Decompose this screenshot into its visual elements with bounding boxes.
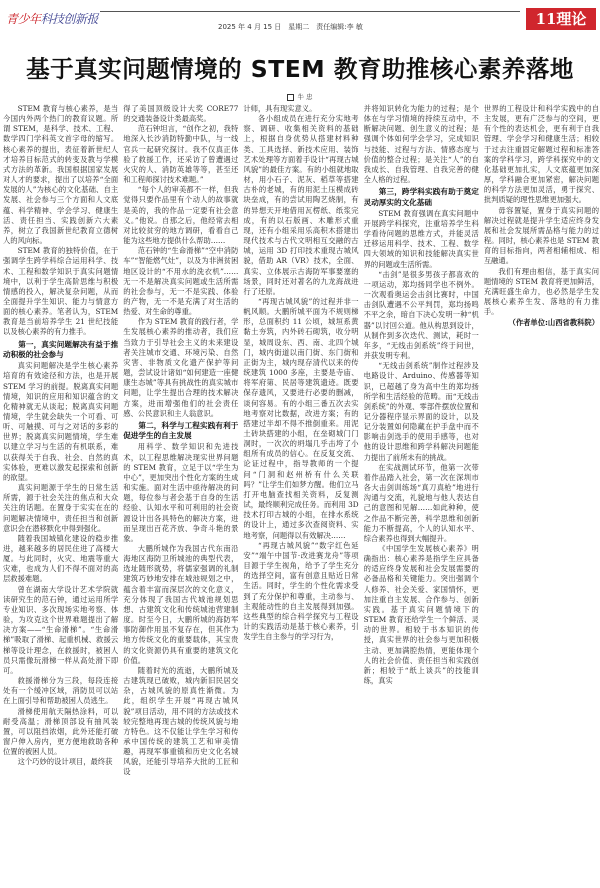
section-heading: 第三，跨学科实践有助于奠定灵动厚实的文化基础 [363, 187, 479, 207]
author-affiliation: （作者单位:山西省教科院） [508, 318, 600, 328]
paragraph: 并将知识转化为能力的过程；是个体在与学习情境的持续互动中，不断解决问题、创生意义的过程；是强调个体如何学会学习，完成知识与技能、过程与方法、情感态度与价值的整合过程；是关注“人”的自我成长、自我管理、自我完善的健全人格的过程。 [363, 104, 479, 185]
paragraph: 大鹏所城作为我国古代东南沿海地区海防卫所城池的典型代表，选址随形就势，将儒家强调的礼制建筑巧妙地安排在城池规划之中，蕴含着丰富而深层次的文化意义，充分体现了我国古代城池规划思想、古建筑文化和传统城池营建制度。时至今日，大鹏所城的海防军事防御作用虽不复存在，但其作为地方传统文化的重要载体，其宝贵的文化资源仍具有重要的建筑文化价值。 [123, 544, 239, 665]
paragraph: 范石钟坦言，“创作之初，我特地深入长沙消防特勤中队，与一线官兵一起研究探讨。我不仅真正体验了救援工作，还采访了曾遭遇过火灾的人、消防英雄等等，甚至还和工程师探讨技术难题。” [123, 124, 239, 185]
paragraph: 随着时光的流逝，大鹏所城及古建筑现已破败，城内新旧民居交杂，古城风貌的原真性渐微。为此，组织学生开展“再现古城风貌”项目活动，用不同的方法或技术较完整地再现古城的传统风貌与地方特色。这不仅能让学生学习和传承中国传统的建筑工艺和审美情趣，再现军事重镇和历史文化名城风貌，还能引导培养大批的工匠和设 [123, 665, 239, 777]
paragraph: STEM 教育的独特价值，在于强调学生跨学科综合运用科学、技术、工程和数学知识于真实问题情境中，以利于学生高阶思维与积极情感的投入，解决复杂问题，从而全面提升学生知识、能力与情意方面的核心素养。笔者认为，STEM 教育是当前培养学生 21 世纪技能以及核心素养的有力推手。 [3, 246, 119, 337]
paragraph: “再现古城风貌”“数字红色延安”“端午中国节·改进赛龙舟”等项目源于学生视角，给予了学生充分的选择空间，富有创意且贴近日常生活。同时，学生的个性化需求受到了充分保护和尊重，主动参与、主观能动性的自主发展得到加强。这些典型的综合科学探究与工程设计的实践活动是基于核心素养，引发学生自主参与的学习行为， [243, 540, 359, 642]
logo-part-2: 科技创新报 [40, 12, 99, 26]
paragraph: “再现古城风貌”的过程并非一帆风顺。大鹏所城平面为不规则梯形，总面积约 11 公顷，城垣系黄黏土夯筑，内外砖石砌筑，收分明显，城周设东、西、南、北四个城门，城内街道以南门街、东门街和正街为主，城内现存清代以来的传统建筑 1000 多座，主要是寺庙、将军府第、民居等建筑遗迹。既要保存遗风，又要进行必要的删减，谈何容易。有的小组三番五次去实地考察对比数据，改进方案；有的搭建过半却不得不推倒重来。用泥土砖块搭建的小组，在垒砌城门门洞时，一次次的坍塌几乎击垮了小组所有成员的信心。在反复交流、论证过程中，指导教师的一个提问“门洞和赵州桥有什么关联吗？”让学生们如梦方醒。他们立马打开电脑查找相关资料，反复测试，最终顺利完成任务。而利用 3D 技术打印古城的小组，在排水系统的设计上，通过多次查阅资料、实地考察，问题得以有效解决…… [243, 296, 359, 540]
article-body [3, 104, 599, 886]
paragraph: STEM 教育与核心素养，是当今国内外两个热门的教育议题。所谓 STEM，是科学、技术、工程、数学四门学科英文首字母的缩写。核心素养的提出，表征着新世纪人才培养目标范式的转变及教与学模式方法的革新。我国根据国家发展对人才的要求，提出了以培养“全面发展的人”为核心的文化基础、自主发展、社会参与三个方面和人文底蕴、科学精神、学会学习、健康生活、责任担当、实践创新六大素养，树立了我国新世纪教育立德树人的风向标。 [3, 104, 119, 246]
paragraph: 得了美国顶级设计大奖 CORE77 的交通装备设计类最高奖。 [123, 104, 239, 124]
newspaper-logo [6, 10, 98, 27]
paragraph: 用科学、数学知识和先进技术，以工程思维解决现实世界问题的 STEM 教育，立足于以“学生为中心”，更加突出个性化方案的生成和实施。面对生活中亟待解决的问题，每位参与者会基于自身的生活经验、认知水平和可利用的社会资源设计出各具特色的解决方案，进而呈现出百花齐放、争奇斗艳的景象。 [123, 442, 239, 543]
article-title: 基于真实问题情境的 STEM 教育助推核心素养落地 [26, 55, 574, 83]
paragraph: 滑梯使用航天隔热涂料，可以耐受高温；滑梯顶部设有抽风装置，可以阻挡浓烟，此外还能打破窗户伸入房内，更方便地救助各种位置的被困人员。 [3, 706, 119, 757]
paragraph: 范石钟的“生命滑梯”“空中消防车”“智能燃气灶”，以及为非洲贫困地区设计的“不用水的洗衣机”……无一不是解决真实问题或生活所需的社会参与，无一不是实践、体验的产物，无一不是充满了对生活的热爱、对生命的尊重。 [123, 246, 239, 317]
paragraph: 在实战测试环节，他第一次带着作品踏入社会，第一次在深圳市各大击剑训练场“真刀真枪”地进行沟通与交流，礼貌地与他人表达自己的意图和见解……如此种种，使之作品不断完善，科学思维和创新能力不断提高，个人的认知水平、综合素养也得到大幅提升。 [363, 462, 479, 543]
paragraph: 真实问题源于学生的日常生活所需，源于社会关注的焦点和大众关注的话题。在置身于实实在在的问题解决情境中，责任担当和创新意识会在潜移默化中得到强化。 [3, 483, 119, 533]
paragraph: STEM 教育强调在真实问题中开展跨学科探究，注重培养学生科学看待问题的思维方式，并能灵活迁移运用科学、技术、工程、数学四大领域的知识和技能解决真实世界的问题或生活所需。 [363, 208, 479, 269]
paragraph: 各小组成员在进行充分实地考察、调研、收集相关资料的基础上，根据自身优势从搭建材料种类、工具选择、新技术应用、装饰艺术处理等方面着手设计“再现古城风貌”的最佳方案。有的小组就地取材，用小石子、泥灰、稻草等搭建古朴的老城，有的用泥土压模成砖块垒成，有的尝试用陶艺烧制，有的异想天开地借用瓦楞纸、纸浆完成，有的以石版画、木雕形式重现，还有小组采用乐高积木搭建出现代技术与古代文明相互交融的古城，运用 3D 打印技术重现古城风貌，借助 AR（VR）技术，全面、真实、立体展示古海防军事要塞的场景，同时还对著名的九龙海战进行了还原。 [243, 114, 359, 296]
paragraph: 这个巧妙的设计项目，最终获 [17, 757, 113, 767]
paragraph: 毋容置疑，置身于真实问题的解决过程就是提升学生适应终身发展和社会发展所需品格与能力的过程。同时，核心素养也是 STEM 教育的目标指向，两者相辅相成、相互融通。 [483, 205, 600, 266]
paragraph: 曾在湖南大学设计艺术学院就读研究生的范石钟，通过运用所学专业知识、多次现场实地考察、体验，为攻克这个世界难题提出了解决方案——“生命滑梯”。“生命滑梯”吸取了滑梯、起重机械、救援云梯等设计理念，在救援时，被困人员只需像玩滑梯一样从高处滑下即可。 [3, 584, 119, 675]
paragraph: 作为 STEM 教育的践行者，学生发展核心素养的推动者，我们应当致力于引导社会主义的未来建设者关注城市交通、环境污染、自然灾害、非物质文化遗产保护等问题，尝试设计诸如“如何建造一座健康生态城”等具有挑战性的真实城市问题，让学生提出合理的技术解决方案，进而增强他们的社会责任感、公民意识和主人翁意识。 [123, 317, 239, 418]
dateline: 2025 年 4 月 15 日 星期二 责任编辑:李 敏 [218, 23, 363, 31]
paragraph: 《中国学生发展核心素养》明确指出：核心素养是指学生应具备的适应终身发展和社会发展需要的必备品格和关键能力。突出强调个人修养、社会关爱、家国情怀，更加注重自主发展、合作参与、创新实践。基于真实问题情境下的 STEM 教育还给学生一个鲜活、灵动的世界。相较于书本知识的传授，真实世界的社会参与更加积极主动、更加满腔热情，更能体现个人的社会价值、责任担当和实践创新；相较于“纸上谈兵”的技能训练，真实 [363, 544, 479, 686]
column-5 [484, 104, 599, 886]
author-name: 牛 忠 [297, 93, 313, 101]
column-1 [3, 104, 118, 886]
paragraph: 真实问题解决是学生核心素养培育的有效途径和方法，也是开展 STEM 学习的前提。脱离真实问题情境，知识的应用和知识蕴含的文化精神就无从谈起；脱离真实问题情境，学生就会缺失一个可看、可听、可触摸、可与之对话的多彩的世界；脱离真实问题情境，学生难以建立学习与生活的有机联系，难以获得关于自我、社会、自然的真实体验，更难以激发起探索和创新的欲望。 [3, 361, 119, 482]
paragraph: “无线击剑系统”制作过程涉及电路设计、Arduino、传感器等知识，已超越了身为高中生的郑均扬所学和生活经验的范畴。而“无线击剑系统”的外观、零部件摆放位置和记分器程序显示界面的设计，以及记分装置如何隐藏在护手盘中而不影响击剑选手的使用手感等，也对他的设计思维和跨学科解决问题能力提出了前所未有的挑战。 [363, 361, 479, 462]
section-heading: 第一，真实问题解决有益于推动积极的社会参与 [3, 339, 119, 359]
masthead [0, 0, 600, 34]
column-2 [123, 104, 238, 886]
paragraph: “击剑”是很多男孩子都喜欢的一项运动，郑均扬同学也不例外。一次观看奥运会击剑比赛时，中国击剑队遭遇不公平判罚，郑均扬鸣不平之余，暗自下决心发明一种“机器”以讨回公道。他从构思到设计，从制作到多次迭代、测试，耗时一年多，“无线击剑系统”终于问世，并获发明专利。 [363, 269, 479, 361]
byline [0, 92, 600, 101]
logo-part-1: 青少年 [6, 12, 41, 26]
paragraph: “每个人的审美都不一样，但我觉得只要作品里有个动人的故事就是美的，我的作品一定要有社会意义。”他说。自那之后，他经常去相对比较贫穷的地方调研，看看自己能为这些地方提供什么帮助…… [123, 185, 239, 246]
paragraph: 世界的工程设计和科学实践中的自主发展，更有广泛参与的空间，更有个性的表达机会，更有利于自我管理、学会学习和健康生活；相较于过去注重固定解题过程和标准答案的学科学习，跨学科探究中的文化基础更加扎实，人文底蕴更加深厚，学科融合更加紧密，解决问题的科学方法更加灵活，勇于探究、批判质疑的理性思维更加强大。 [483, 104, 600, 205]
author-marker-icon [287, 94, 294, 101]
paragraph: 随着我国城镇化建设的稳步推进，越来越多的居民住进了高楼大厦。与此同时，火灾、地震等重大灾难，也成为人们不得不面对的高层救援难题。 [3, 533, 119, 584]
section-badge: 11理论 [526, 8, 596, 30]
paragraph: 我们有理由相信，基于真实问题情境的 STEM 教育将更加鲜活，充满旺盛生命力，也必然是学生发展核心素养生发、落地的有力推手。 [483, 266, 600, 317]
column-4 [364, 104, 479, 886]
section-heading: 第二，科学与工程实践有利于促进学生的自主发展 [123, 420, 239, 441]
column-3 [243, 104, 358, 886]
paragraph: 计师，具有现实意义。 [243, 104, 317, 113]
paragraph: 救援滑梯分为三段，每段连接处有一个缓冲区域，消防员可以站在上面引导和帮助被困人员逃生。 [3, 676, 119, 706]
header-rule [100, 11, 520, 12]
